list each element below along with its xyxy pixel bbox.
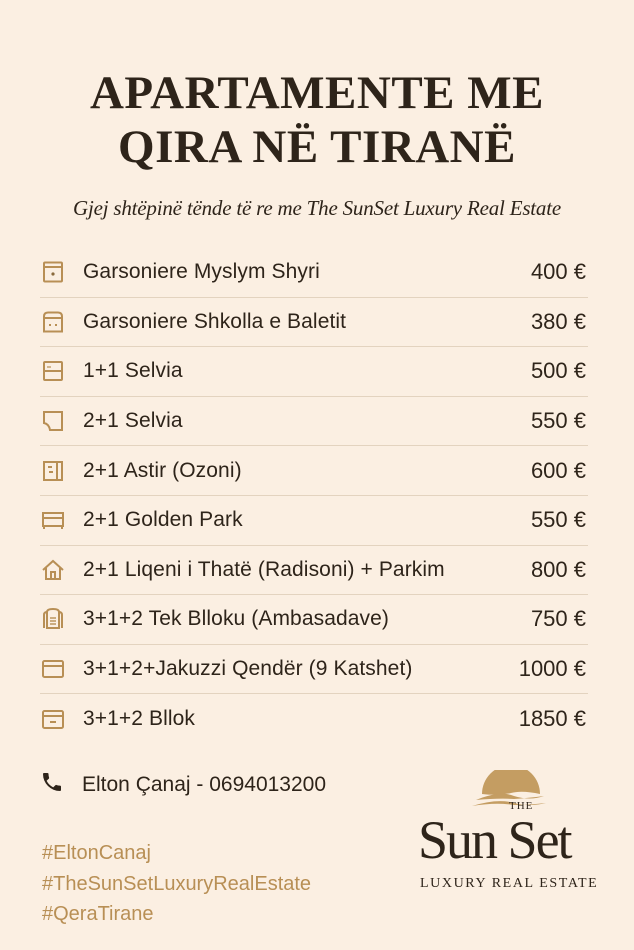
listing-name: 3+1+2 Bllok — [83, 707, 196, 731]
listing-name: 3+1+2 Tek Blloku (Ambasadave) — [83, 607, 390, 631]
building-plan-icon — [40, 458, 66, 484]
listing-row[interactable] — [40, 645, 588, 695]
listing-price: 380 € — [530, 308, 586, 334]
listing-price: 500 € — [530, 358, 586, 384]
listing-row[interactable] — [40, 298, 588, 348]
hashtag: #TheSunSetLuxuryRealEstate — [42, 872, 312, 895]
listing-row[interactable] — [40, 347, 588, 397]
subtitle: Gjej shtëpinë tënde të re me The SunSet Luxury Real Estate — [73, 196, 561, 220]
apartment-block-icon — [40, 606, 66, 632]
panel-icon — [40, 656, 66, 682]
listing-name: 3+1+2+Jakuzzi Qendër (9 Katshet) — [83, 657, 413, 681]
bed-icon — [40, 507, 66, 533]
house-icon — [40, 557, 66, 583]
listings-list — [40, 248, 588, 744]
page-title — [0, 66, 634, 174]
contact-line[interactable] — [40, 770, 326, 799]
floorplan-icon — [40, 408, 66, 434]
listing-row[interactable] — [40, 496, 588, 546]
listing-name: Garsoniere Myslym Shyri — [83, 260, 320, 284]
listing-price: 400 € — [530, 259, 586, 285]
listing-price: 750 € — [530, 606, 586, 632]
listing-name: 2+1 Liqeni i Thatë (Radisoni) + Parkim — [83, 557, 445, 581]
contact-text: Elton Çanaj - 0694013200 — [82, 772, 327, 796]
logo-tagline: LUXURY REAL ESTATE — [420, 876, 599, 891]
drawer-icon — [40, 706, 66, 732]
listing-row[interactable] — [40, 546, 588, 596]
listing-name: 2+1 Astir (Ozoni) — [83, 458, 242, 482]
hashtag: #QeraTirane — [42, 903, 154, 925]
window-icon — [40, 358, 66, 384]
listing-name: 2+1 Selvia — [83, 409, 183, 433]
cabinet-icon — [40, 309, 66, 335]
listing-row[interactable] — [40, 694, 588, 744]
listing-price: 550 € — [530, 408, 586, 434]
listing-row[interactable] — [40, 397, 588, 447]
listing-name: 2+1 Golden Park — [83, 508, 243, 532]
listing-price: 1850 € — [518, 706, 586, 732]
listing-price: 1000 € — [518, 656, 586, 682]
sunset-logo — [415, 768, 610, 898]
hashtag: #EltonCanaj — [42, 842, 151, 864]
listing-row[interactable] — [40, 595, 588, 645]
listing-row[interactable] — [40, 248, 588, 298]
listing-row[interactable] — [40, 446, 588, 496]
listing-name: Garsoniere Shkolla e Baletit — [83, 309, 347, 333]
title-line-1: APARTAMENTE ME — [89, 67, 544, 119]
phone-icon — [40, 770, 64, 799]
listing-name: 1+1 Selvia — [83, 359, 183, 383]
listing-price: 600 € — [530, 457, 586, 483]
door-icon — [40, 259, 66, 285]
title-line-2: QIRA NË TIRANË — [118, 121, 516, 173]
listing-price: 550 € — [530, 507, 586, 533]
hashtags — [42, 838, 311, 930]
logo-the: THE — [509, 800, 534, 812]
logo-brand: Sun Set — [418, 810, 571, 870]
listing-price: 800 € — [530, 556, 586, 582]
